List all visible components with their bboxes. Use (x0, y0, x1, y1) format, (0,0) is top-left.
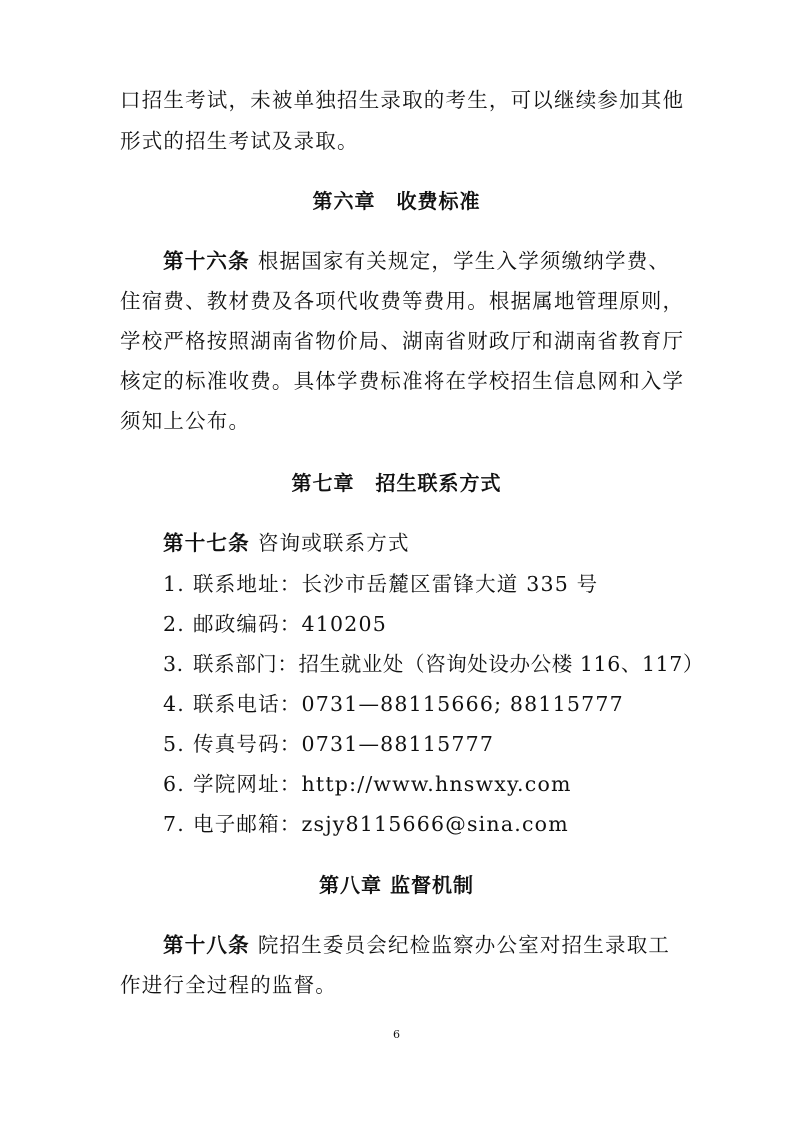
contact-item-department: 3. 联系部门：招生就业处（咨询处设办公楼 116、117） (163, 652, 704, 676)
chapter-6-heading: 第六章 收费标准 (312, 189, 481, 213)
paragraph-line: 形式的招生考试及录取。 (120, 129, 359, 153)
contact-item-email[interactable]: 7. 电子邮箱：zsjy8115666@sina.com (163, 812, 569, 836)
article-17-label: 第十七条 (163, 531, 250, 555)
paragraph-text: 院招生委员会纪检监察办公室对招生录取工 (257, 933, 671, 957)
paragraph-text: 根据国家有关规定，学生入学须缴纳学费、 (257, 249, 671, 273)
article-18-first-line (163, 932, 723, 958)
contact-item-address: 1. 联系地址：长沙市岳麓区雷锋大道 335 号 (163, 572, 599, 596)
chapter-7-heading: 第七章 招生联系方式 (291, 471, 502, 495)
paragraph-line: 学校严格按照湖南省物价局、湖南省财政厅和湖南省教育厅 (120, 329, 685, 353)
contact-item-postcode: 2. 邮政编码：410205 (163, 612, 387, 636)
contact-item-fax: 5. 传真号码：0731—88115777 (163, 732, 495, 756)
paragraph-line: 须知上公布。 (120, 409, 251, 433)
paragraph-text: 咨询或联系方式 (257, 531, 410, 555)
contact-item-phone: 4. 联系电话：0731—88115666; 88115777 (163, 692, 624, 716)
paragraph-line: 住宿费、教材费及各项代收费等费用。根据属地管理原则， (120, 289, 685, 313)
paragraph-line: 作进行全过程的监督。 (120, 973, 337, 997)
article-18-label: 第十八条 (163, 933, 250, 957)
paragraph-line: 口招生考试，未被单独招生录取的考生，可以继续参加其他 (120, 88, 685, 112)
chapter-8-heading: 第八章 监督机制 (319, 873, 474, 897)
article-17-line (163, 530, 723, 556)
article-16-first-line (163, 248, 723, 274)
contact-item-website[interactable]: 6. 学院网址：http://www.hnswxy.com (163, 772, 572, 796)
page-number: 6 (393, 1028, 400, 1041)
paragraph-line: 核定的标准收费。具体学费标准将在学校招生信息网和入学 (120, 369, 685, 393)
article-16-label: 第十六条 (163, 249, 250, 273)
